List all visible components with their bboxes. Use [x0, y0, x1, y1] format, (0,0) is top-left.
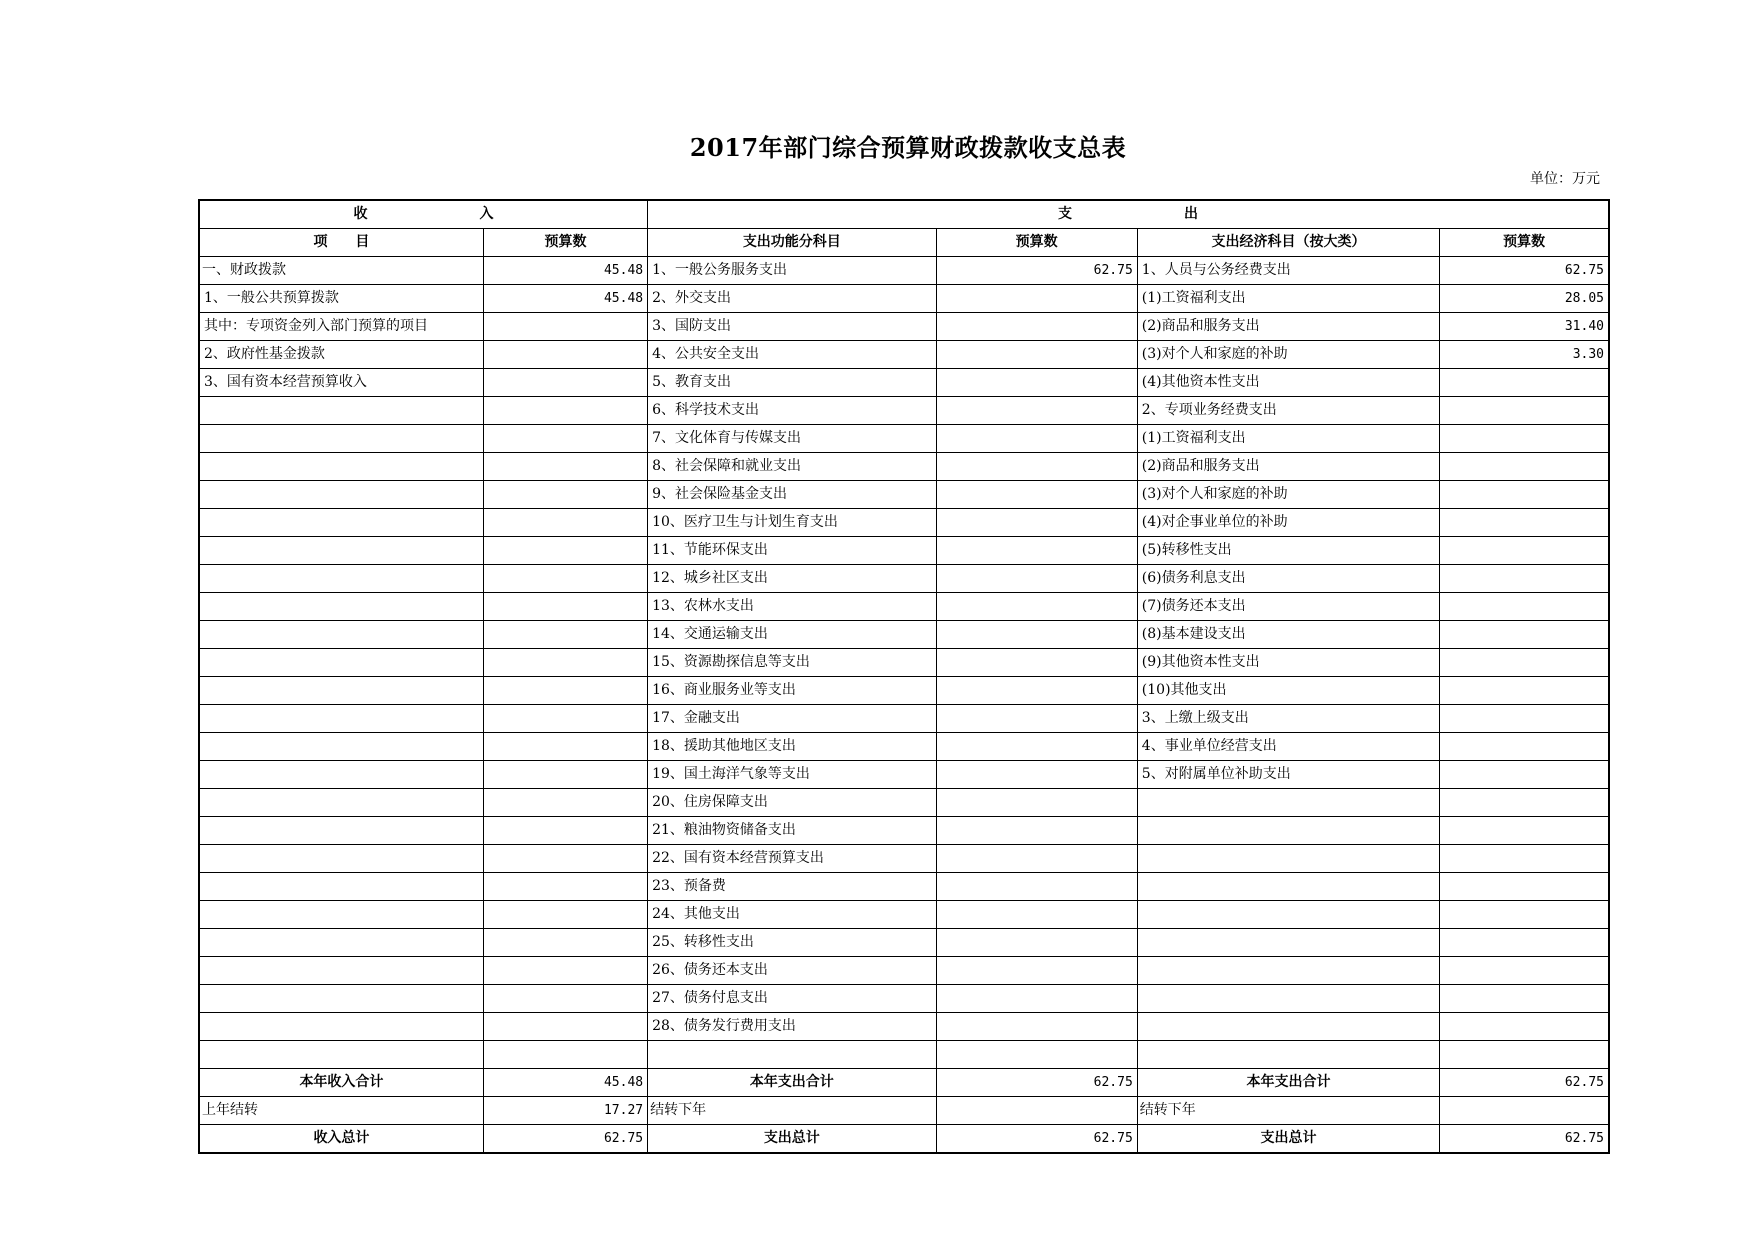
- func-item: 2、外交支出: [648, 285, 936, 313]
- expense-total-label: 支出总计: [648, 1125, 936, 1154]
- econ-item: (4)其他资本性支出: [1137, 369, 1439, 397]
- econ-item: (1)工资福利支出: [1137, 285, 1439, 313]
- func-item: 12、城乡社区支出: [648, 565, 936, 593]
- econ-value: [1440, 453, 1609, 481]
- income-value: [483, 537, 647, 565]
- econ-item: [1137, 1013, 1439, 1041]
- econ-item: 3、上缴上级支出: [1137, 705, 1439, 733]
- table-row: [199, 565, 1609, 593]
- income-value: [483, 817, 647, 845]
- table-row: [199, 817, 1609, 845]
- func-value: [936, 845, 1137, 873]
- income-value: [483, 985, 647, 1013]
- income-item: [199, 733, 483, 761]
- expense-total-func-value: 62.75: [936, 1125, 1137, 1154]
- econ-value: [1440, 957, 1609, 985]
- func-item: 26、债务还本支出: [648, 957, 936, 985]
- func-value: [936, 593, 1137, 621]
- func-item: 3、国防支出: [648, 313, 936, 341]
- econ-item: [1137, 789, 1439, 817]
- econ-item: [1137, 1041, 1439, 1069]
- econ-value: [1440, 509, 1609, 537]
- econ-item: [1137, 873, 1439, 901]
- econ-value: [1440, 593, 1609, 621]
- income-item: 1、一般公共预算拨款: [199, 285, 483, 313]
- table-row: [199, 509, 1609, 537]
- econ-item: 5、对附属单位补助支出: [1137, 761, 1439, 789]
- func-value: [936, 1013, 1137, 1041]
- econ-item: (4)对企事业单位的补助: [1137, 509, 1439, 537]
- table-row: [199, 537, 1609, 565]
- func-value: [936, 733, 1137, 761]
- func-item: 21、粮油物资储备支出: [648, 817, 936, 845]
- func-item: 25、转移性支出: [648, 929, 936, 957]
- table-row: [199, 649, 1609, 677]
- func-value: [936, 677, 1137, 705]
- func-item: 14、交通运输支出: [648, 621, 936, 649]
- income-value: [483, 901, 647, 929]
- func-value: [936, 789, 1137, 817]
- income-item: 其中：专项资金列入部门预算的项目: [199, 313, 483, 341]
- income-item: [199, 537, 483, 565]
- page-title: 2017年部门综合预算财政拨款收支总表: [689, 133, 1127, 162]
- table-row: [199, 929, 1609, 957]
- income-total-value: 62.75: [483, 1125, 647, 1154]
- econ-value: [1440, 565, 1609, 593]
- table-row: [199, 425, 1609, 453]
- func-value: [936, 705, 1137, 733]
- econ-item: (10)其他支出: [1137, 677, 1439, 705]
- func-item: 6、科学技术支出: [648, 397, 936, 425]
- carry-out-label: 结转下年: [648, 1097, 936, 1125]
- func-value: [936, 369, 1137, 397]
- econ-value: [1440, 705, 1609, 733]
- income-value: [483, 845, 647, 873]
- econ-value: 3.30: [1440, 341, 1609, 369]
- year-income-value: 45.48: [483, 1069, 647, 1097]
- func-item: 28、债务发行费用支出: [648, 1013, 936, 1041]
- econ-value: [1440, 761, 1609, 789]
- func-value: [936, 537, 1137, 565]
- carry-out-econ-value: [1440, 1097, 1609, 1125]
- func-value: [936, 313, 1137, 341]
- income-item: [199, 901, 483, 929]
- income-item: [199, 761, 483, 789]
- income-item: [199, 481, 483, 509]
- func-value: [936, 873, 1137, 901]
- econ-value: [1440, 621, 1609, 649]
- income-value: 45.48: [483, 257, 647, 285]
- func-item: 16、商业服务业等支出: [648, 677, 936, 705]
- income-item: [199, 425, 483, 453]
- func-item: 11、节能环保支出: [648, 537, 936, 565]
- func-item: 20、住房保障支出: [648, 789, 936, 817]
- econ-item: 4、事业单位经营支出: [1137, 733, 1439, 761]
- func-item: 19、国土海洋气象等支出: [648, 761, 936, 789]
- func-item: 4、公共安全支出: [648, 341, 936, 369]
- table-row: [199, 873, 1609, 901]
- func-item: 27、债务付息支出: [648, 985, 936, 1013]
- table-row: [199, 621, 1609, 649]
- table-row: [199, 453, 1609, 481]
- econ-value: [1440, 481, 1609, 509]
- year-expense-econ-value: 62.75: [1440, 1069, 1609, 1097]
- income-item: [199, 509, 483, 537]
- func-value: [936, 901, 1137, 929]
- econ-item: (1)工资福利支出: [1137, 425, 1439, 453]
- econ-value: [1440, 873, 1609, 901]
- income-item: [199, 817, 483, 845]
- income-item: [199, 845, 483, 873]
- func-value: [936, 397, 1137, 425]
- econ-item: (9)其他资本性支出: [1137, 649, 1439, 677]
- table-row: [199, 957, 1609, 985]
- expense-total-label-econ: 支出总计: [1137, 1125, 1439, 1154]
- table-row: [199, 341, 1609, 369]
- income-value: [483, 565, 647, 593]
- income-value: [483, 1013, 647, 1041]
- func-item: 15、资源勘探信息等支出: [648, 649, 936, 677]
- income-item: [199, 873, 483, 901]
- income-value: [483, 397, 647, 425]
- econ-item: (8)基本建设支出: [1137, 621, 1439, 649]
- func-value: [936, 1041, 1137, 1069]
- income-value: [483, 789, 647, 817]
- econ-value: [1440, 1041, 1609, 1069]
- econ-value: [1440, 649, 1609, 677]
- income-item: [199, 985, 483, 1013]
- func-value: [936, 341, 1137, 369]
- econ-value: [1440, 397, 1609, 425]
- income-value: [483, 649, 647, 677]
- econ-item: (5)转移性支出: [1137, 537, 1439, 565]
- func-header: 支出功能分科目: [648, 229, 936, 257]
- econ-item: (7)债务还本支出: [1137, 593, 1439, 621]
- func-item: 17、金融支出: [648, 705, 936, 733]
- income-value: [483, 509, 647, 537]
- income-value: [483, 341, 647, 369]
- income-value: [483, 453, 647, 481]
- func-value: [936, 957, 1137, 985]
- econ-value: [1440, 985, 1609, 1013]
- table-row: [199, 369, 1609, 397]
- income-value: [483, 481, 647, 509]
- income-item: 2、政府性基金拨款: [199, 341, 483, 369]
- table-row: [199, 257, 1609, 285]
- econ-item: (6)债务利息支出: [1137, 565, 1439, 593]
- func-value: [936, 285, 1137, 313]
- table-row: [199, 1013, 1609, 1041]
- econ-header: 支出经济科目（按大类）: [1137, 229, 1439, 257]
- func-value: [936, 985, 1137, 1013]
- table-row: [199, 985, 1609, 1013]
- carry-out-func-value: [936, 1097, 1137, 1125]
- econ-item: [1137, 929, 1439, 957]
- econ-item: 2、专项业务经费支出: [1137, 397, 1439, 425]
- income-value: [483, 733, 647, 761]
- budget-table: [198, 199, 1610, 1154]
- func-item: 22、国有资本经营预算支出: [648, 845, 936, 873]
- func-value: [936, 425, 1137, 453]
- econ-value: [1440, 733, 1609, 761]
- func-item: 18、援助其他地区支出: [648, 733, 936, 761]
- table-row: [199, 593, 1609, 621]
- income-value: [483, 761, 647, 789]
- income-item: 一、财政拨款: [199, 257, 483, 285]
- unit-label: 单位：万元: [1530, 171, 1600, 187]
- income-budget-header: 预算数: [483, 229, 647, 257]
- table-row: [199, 677, 1609, 705]
- income-item: [199, 705, 483, 733]
- econ-item: [1137, 957, 1439, 985]
- econ-item: [1137, 985, 1439, 1013]
- carry-in-value: 17.27: [483, 1097, 647, 1125]
- func-value: [936, 817, 1137, 845]
- table-row: [199, 901, 1609, 929]
- econ-item: [1137, 817, 1439, 845]
- econ-item: (3)对个人和家庭的补助: [1137, 481, 1439, 509]
- income-value: [483, 873, 647, 901]
- func-value: [936, 565, 1137, 593]
- table-row: [199, 705, 1609, 733]
- econ-value: [1440, 845, 1609, 873]
- func-item: 9、社会保险基金支出: [648, 481, 936, 509]
- table-row: [199, 285, 1609, 313]
- econ-value: [1440, 901, 1609, 929]
- func-item: [648, 1041, 936, 1069]
- income-item: [199, 789, 483, 817]
- func-budget-header: 预算数: [936, 229, 1137, 257]
- econ-item: (2)商品和服务支出: [1137, 313, 1439, 341]
- func-item: 13、农林水支出: [648, 593, 936, 621]
- year-expense-label: 本年支出合计: [648, 1069, 936, 1097]
- income-value: [483, 1041, 647, 1069]
- income-value: 45.48: [483, 285, 647, 313]
- table-row: [199, 789, 1609, 817]
- econ-item: [1137, 845, 1439, 873]
- income-value: [483, 313, 647, 341]
- econ-value: [1440, 425, 1609, 453]
- carry-in-label: 上年结转: [199, 1097, 483, 1125]
- income-value: [483, 929, 647, 957]
- income-value: [483, 369, 647, 397]
- expense-header: 支 出: [648, 200, 1609, 229]
- income-item: [199, 1041, 483, 1069]
- econ-value: [1440, 929, 1609, 957]
- expense-total-econ-value: 62.75: [1440, 1125, 1609, 1154]
- econ-value: 62.75: [1440, 257, 1609, 285]
- income-item: [199, 677, 483, 705]
- income-item: [199, 1013, 483, 1041]
- income-item: 3、国有资本经营预算收入: [199, 369, 483, 397]
- func-value: [936, 509, 1137, 537]
- econ-value: [1440, 369, 1609, 397]
- income-value: [483, 593, 647, 621]
- income-item: [199, 397, 483, 425]
- income-item: [199, 565, 483, 593]
- func-item: 23、预备费: [648, 873, 936, 901]
- econ-value: [1440, 789, 1609, 817]
- income-total-label: 收入总计: [199, 1125, 483, 1154]
- table-row: [199, 313, 1609, 341]
- income-item: [199, 649, 483, 677]
- year-income-label: 本年收入合计: [199, 1069, 483, 1097]
- income-item: [199, 453, 483, 481]
- econ-value: 28.05: [1440, 285, 1609, 313]
- table-row: [199, 761, 1609, 789]
- income-value: [483, 705, 647, 733]
- econ-budget-header: 预算数: [1440, 229, 1609, 257]
- year-expense-label-econ: 本年支出合计: [1137, 1069, 1439, 1097]
- income-item: [199, 621, 483, 649]
- econ-value: [1440, 1013, 1609, 1041]
- func-value: [936, 761, 1137, 789]
- table-row: [199, 733, 1609, 761]
- func-value: 62.75: [936, 257, 1137, 285]
- func-item: 8、社会保障和就业支出: [648, 453, 936, 481]
- econ-item: [1137, 901, 1439, 929]
- func-item: 1、一般公务服务支出: [648, 257, 936, 285]
- year-expense-func-value: 62.75: [936, 1069, 1137, 1097]
- table-row: [199, 397, 1609, 425]
- econ-value: [1440, 677, 1609, 705]
- income-header: 收 入: [199, 200, 648, 229]
- carry-out-label-econ: 结转下年: [1137, 1097, 1439, 1125]
- income-item: [199, 593, 483, 621]
- income-value: [483, 621, 647, 649]
- func-item: 5、教育支出: [648, 369, 936, 397]
- func-item: 7、文化体育与传媒支出: [648, 425, 936, 453]
- table-row: [199, 481, 1609, 509]
- item-header: 项 目: [199, 229, 483, 257]
- econ-item: 1、人员与公务经费支出: [1137, 257, 1439, 285]
- income-value: [483, 425, 647, 453]
- table-row: [199, 845, 1609, 873]
- income-item: [199, 929, 483, 957]
- func-item: 10、医疗卫生与计划生育支出: [648, 509, 936, 537]
- func-value: [936, 453, 1137, 481]
- func-value: [936, 929, 1137, 957]
- func-value: [936, 649, 1137, 677]
- func-item: 24、其他支出: [648, 901, 936, 929]
- income-item: [199, 957, 483, 985]
- func-value: [936, 621, 1137, 649]
- func-value: [936, 481, 1137, 509]
- econ-item: (3)对个人和家庭的补助: [1137, 341, 1439, 369]
- income-value: [483, 957, 647, 985]
- econ-value: [1440, 537, 1609, 565]
- table-row: [199, 1041, 1609, 1069]
- econ-value: 31.40: [1440, 313, 1609, 341]
- econ-value: [1440, 817, 1609, 845]
- econ-item: (2)商品和服务支出: [1137, 453, 1439, 481]
- income-value: [483, 677, 647, 705]
